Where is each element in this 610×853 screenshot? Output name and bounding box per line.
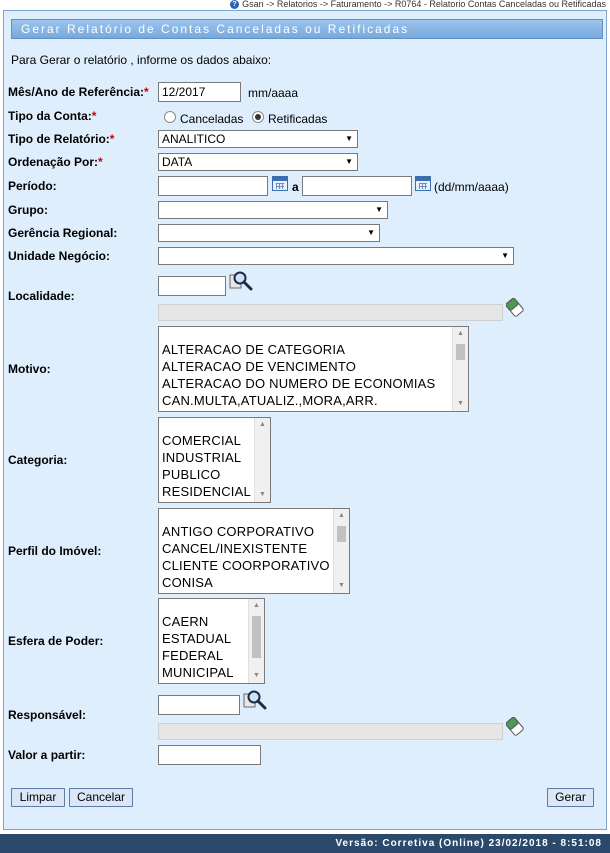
- required-mark: *: [144, 85, 149, 99]
- tipo-conta-label-text: Tipo da Conta:: [8, 109, 92, 123]
- tipo-conta-label: [8, 109, 96, 123]
- ordenacao-label: [8, 155, 103, 169]
- scroll-thumb[interactable]: [252, 616, 261, 658]
- mes-ano-hint: mm/aaaa: [248, 86, 299, 100]
- gerencia-label: Gerência Regional:: [8, 226, 118, 240]
- chevron-down-icon: ▼: [501, 251, 509, 260]
- responsavel-description: [158, 723, 503, 740]
- list-item[interactable]: MUNICIPAL: [162, 665, 234, 680]
- gerar-button[interactable]: Gerar: [547, 788, 594, 807]
- list-item[interactable]: ALTERACAO DE CATEGORIA: [162, 342, 346, 357]
- search-icon[interactable]: [243, 689, 267, 711]
- eraser-icon[interactable]: [506, 716, 524, 736]
- categoria-label: Categoria:: [8, 453, 68, 467]
- list-item[interactable]: RESIDENCIAL: [162, 484, 251, 499]
- periodo-start-input[interactable]: [158, 176, 268, 196]
- scroll-up-icon[interactable]: ▲: [457, 330, 464, 337]
- list-item[interactable]: ALTERACAO DO NUMERO DE ECONOMIAS: [162, 376, 436, 391]
- required-mark: *: [91, 109, 97, 123]
- radio-canceladas[interactable]: [164, 111, 176, 123]
- scroll-up-icon[interactable]: ▲: [253, 602, 260, 609]
- ordenacao-value: DATA: [162, 155, 193, 169]
- list-item[interactable]: FEDERAL: [162, 648, 224, 663]
- page-title: Gerar Relatório de Contas Canceladas ou Retificadas: [11, 19, 603, 39]
- perfil-label: Perfil do Imóvel:: [8, 544, 102, 558]
- list-item[interactable]: CAERN: [162, 614, 209, 629]
- list-item[interactable]: INDUSTRIAL: [162, 450, 242, 465]
- periodo-separator: a: [292, 180, 299, 194]
- grupo-label: Grupo:: [8, 203, 48, 217]
- list-item[interactable]: CONISA: [162, 575, 214, 590]
- scroll-down-icon[interactable]: ▼: [253, 672, 260, 679]
- required-mark: *: [98, 155, 103, 169]
- help-icon[interactable]: ?: [230, 0, 239, 9]
- responsavel-label: Responsável:: [8, 708, 87, 722]
- radio-retificadas[interactable]: [252, 111, 264, 123]
- ordenacao-label-text: Ordenação Por:: [8, 155, 99, 169]
- unidade-select[interactable]: [158, 247, 514, 265]
- categoria-listbox[interactable]: [158, 417, 271, 503]
- gerencia-select[interactable]: [158, 224, 380, 242]
- responsavel-input[interactable]: [158, 695, 240, 715]
- periodo-label: Período:: [8, 179, 57, 193]
- mes-ano-input[interactable]: 12/2017: [158, 82, 241, 102]
- list-item[interactable]: CAN.MULTA,ATUALIZ.,MORA,ARR.: [162, 393, 378, 408]
- localidade-input[interactable]: [158, 276, 226, 296]
- radio-canceladas-label: Canceladas: [180, 112, 244, 126]
- breadcrumb-text: Gsan -> Relatorios -> Faturamento -> R0764 - Relatorio Contas Canceladas ou Retificadas: [242, 0, 606, 9]
- list-item[interactable]: CLIENTE COORPORATIVO: [162, 558, 330, 573]
- scroll-down-icon[interactable]: ▼: [259, 491, 266, 498]
- scroll-thumb[interactable]: [456, 344, 465, 360]
- tipo-relatorio-select[interactable]: [158, 130, 358, 148]
- scroll-down-icon[interactable]: ▼: [338, 582, 345, 589]
- limpar-button[interactable]: Limpar: [11, 788, 65, 807]
- eraser-icon[interactable]: [506, 297, 524, 317]
- list-item[interactable]: COMERCIAL: [162, 433, 242, 448]
- scrollbar[interactable]: [452, 327, 468, 411]
- breadcrumb: [230, 0, 606, 9]
- scroll-up-icon[interactable]: ▲: [259, 421, 266, 428]
- ordenacao-select[interactable]: [158, 153, 358, 171]
- localidade-description: [158, 304, 503, 321]
- search-icon[interactable]: [229, 270, 253, 292]
- valor-label: Valor a partir:: [8, 748, 86, 762]
- scroll-down-icon[interactable]: ▼: [457, 400, 464, 407]
- grupo-select[interactable]: [158, 201, 388, 219]
- scrollbar[interactable]: [333, 509, 349, 593]
- scrollbar[interactable]: [248, 599, 264, 683]
- cancelar-button[interactable]: Cancelar: [69, 788, 133, 807]
- radio-retificadas-label: Retificadas: [268, 112, 328, 126]
- mes-ano-label: [8, 85, 149, 99]
- list-item[interactable]: ALTERACAO DE VENCIMENTO: [162, 359, 357, 374]
- list-item[interactable]: ESTADUAL: [162, 631, 232, 646]
- required-mark: *: [109, 132, 115, 146]
- intro-text: Para Gerar o relatório , informe os dados abaixo:: [11, 53, 272, 67]
- mes-ano-label-text: Mês/Ano de Referência:: [8, 85, 145, 99]
- motivo-listbox[interactable]: [158, 326, 469, 412]
- scroll-thumb[interactable]: [337, 526, 346, 542]
- chevron-down-icon: ▼: [367, 228, 375, 237]
- valor-input[interactable]: [158, 745, 261, 765]
- calendar-icon[interactable]: [272, 176, 288, 191]
- motivo-label: Motivo:: [8, 362, 51, 376]
- perfil-listbox[interactable]: [158, 508, 350, 594]
- tipo-relatorio-label-text: Tipo de Relatório:: [8, 132, 110, 146]
- list-item[interactable]: CANCEL/INEXISTENTE: [162, 541, 308, 556]
- list-item[interactable]: ANTIGO CORPORATIVO: [162, 524, 315, 539]
- calendar-icon[interactable]: [415, 176, 431, 191]
- version-footer: Versão: Corretiva (Online) 23/02/2018 - 8:51:08: [0, 834, 610, 853]
- esfera-label: Esfera de Poder:: [8, 634, 104, 648]
- scroll-up-icon[interactable]: ▲: [338, 512, 345, 519]
- chevron-down-icon: ▼: [375, 205, 383, 214]
- periodo-hint: (dd/mm/aaaa): [434, 180, 509, 194]
- chevron-down-icon: ▼: [345, 157, 353, 166]
- localidade-label: Localidade:: [8, 289, 75, 303]
- periodo-end-input[interactable]: [302, 176, 412, 196]
- tipo-relatorio-value: ANALITICO: [162, 132, 226, 146]
- chevron-down-icon: ▼: [345, 134, 353, 143]
- unidade-label: Unidade Negócio:: [8, 249, 111, 263]
- esfera-listbox[interactable]: [158, 598, 265, 684]
- list-item[interactable]: PUBLICO: [162, 467, 221, 482]
- scrollbar[interactable]: [254, 418, 270, 502]
- tipo-relatorio-label: [8, 132, 114, 146]
